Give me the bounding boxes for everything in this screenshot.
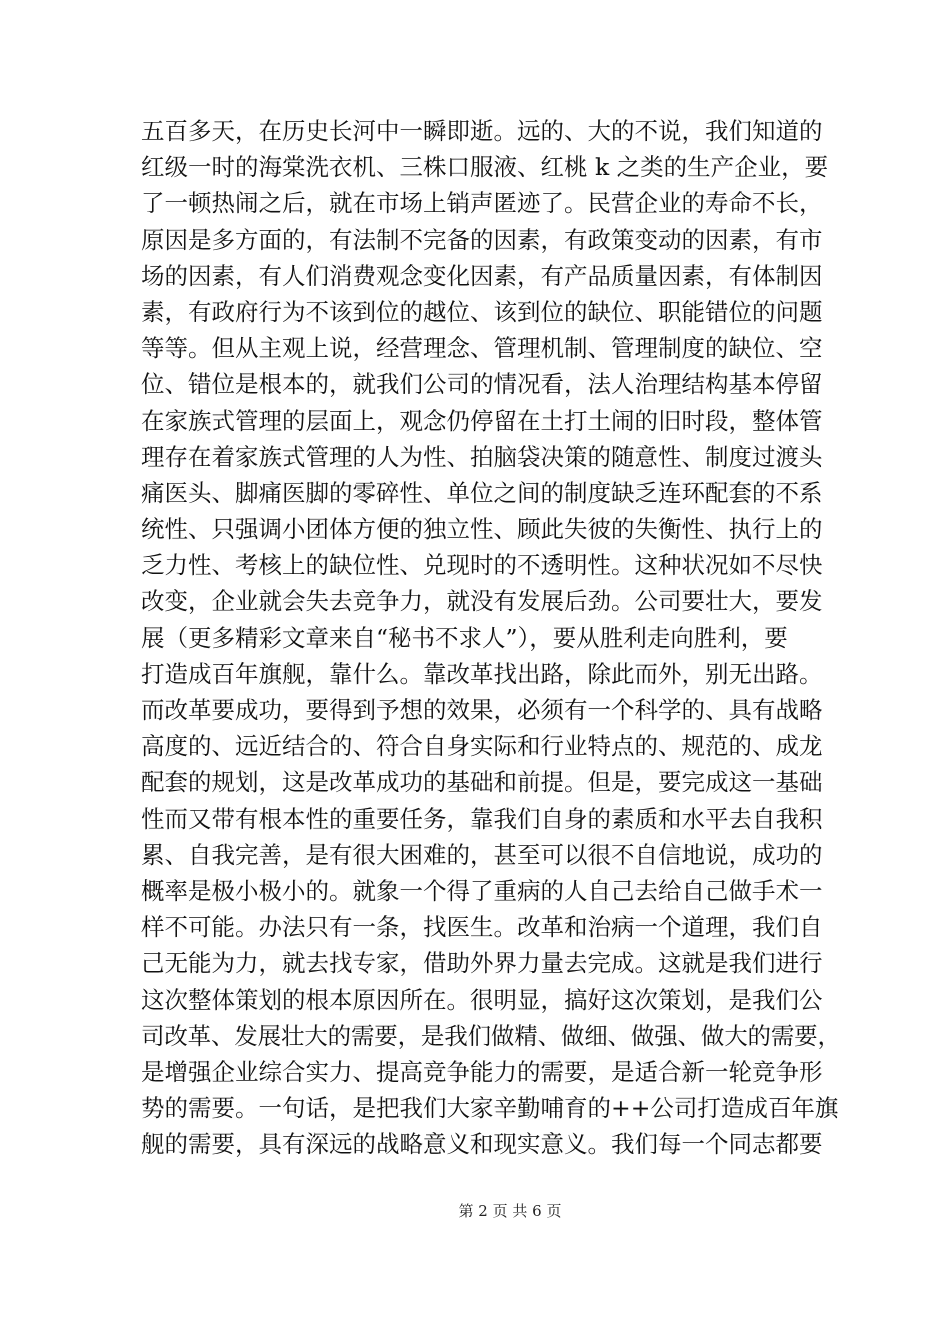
text-line: 样不可能。办法只有一条，找医生。改革和治病一个道理，我们自 [141, 913, 823, 942]
text-line: 打造成百年旗舰，靠什么。靠改革找出路，除此而外，别无出路。 [141, 659, 823, 688]
page-number-footer: 第 2 页 共 6 页 [458, 1202, 562, 1220]
text-line: 乏力性、考核上的缺位性、兑现时的不透明性。这种状况如不尽快 [141, 551, 823, 580]
text-line: 展（更多精彩文章来自“秘书不求人”），要从胜利走向胜利，要 [141, 623, 788, 652]
text-line: 累、自我完善，是有很大困难的，甚至可以很不自信地说，成功的 [141, 840, 823, 869]
text-line: 改变，企业就会失去竞争力，就没有发展后劲。公司要壮大，要发 [141, 587, 823, 616]
text-line: 痛医头、脚痛医脚的零碎性、单位之间的制度缺乏连环配套的不系 [141, 478, 823, 507]
text-line: 场的因素，有人们消费观念变化因素，有产品质量因素，有体制因 [141, 261, 823, 290]
text-line: 素，有政府行为不该到位的越位、该到位的缺位、职能错位的问题 [141, 297, 823, 326]
text-line: 这次整体策划的根本原因所在。很明显，搞好这次策划，是我们公 [141, 985, 823, 1014]
text-line: 红级一时的海棠洗衣机、三株口服液、红桃 k 之类的生产企业，要 [141, 153, 829, 182]
text-line: 原因是多方面的，有法制不完备的因素，有政策变动的因素，有市 [141, 225, 823, 254]
text-line: 是增强企业综合实力、提高竞争能力的需要，是适合新一轮竞争形 [141, 1057, 823, 1086]
text-line: 五百多天，在历史长河中一瞬即逝。远的、大的不说，我们知道的 [141, 117, 823, 145]
text-line: 司改革、发展壮大的需要，是我们做精、做细、做强、做大的需要， [141, 1021, 841, 1050]
text-line: 舰的需要，具有深远的战略意义和现实意义。我们每一个同志都要 [141, 1130, 823, 1159]
text-line: 了一顿热闹之后，就在市场上销声匿迹了。民营企业的寿命不长， [141, 189, 823, 218]
text-line: 理存在着家族式管理的人为性、拍脑袋决策的随意性、制度过渡头 [141, 442, 823, 471]
text-line: 高度的、远近结合的、符合自身实际和行业特点的、规范的、成龙 [141, 732, 823, 761]
text-line: 势的需要。一句话，是把我们大家辛勤哺育的++公司打造成百年旗 [141, 1094, 839, 1123]
text-line: 己无能为力，就去找专家，借助外界力量去完成。这就是我们进行 [141, 949, 823, 978]
text-line: 统性、只强调小团体方便的独立性、顾此失彼的失衡性、执行上的 [141, 515, 823, 544]
text-line: 等等。但从主观上说，经营理念、管理机制、管理制度的缺位、空 [141, 334, 823, 363]
body-text [141, 113, 841, 1162]
text-line: 概率是极小极小的。就象一个得了重病的人自己去给自己做手术一 [141, 876, 823, 905]
text-line: 配套的规划，这是改革成功的基础和前提。但是，要完成这一基础 [141, 768, 823, 797]
text-line: 性而又带有根本性的重要任务，靠我们自身的素质和水平去自我积 [141, 804, 823, 833]
text-line: 位、错位是根本的，就我们公司的情况看，法人治理结构基本停留 [141, 370, 823, 399]
text-line: 而改革要成功，要得到予想的效果，必须有一个科学的、具有战略 [141, 696, 823, 724]
text-line: 在家族式管理的层面上，观念仍停留在土打土闹的旧时段，整体管 [141, 406, 823, 435]
